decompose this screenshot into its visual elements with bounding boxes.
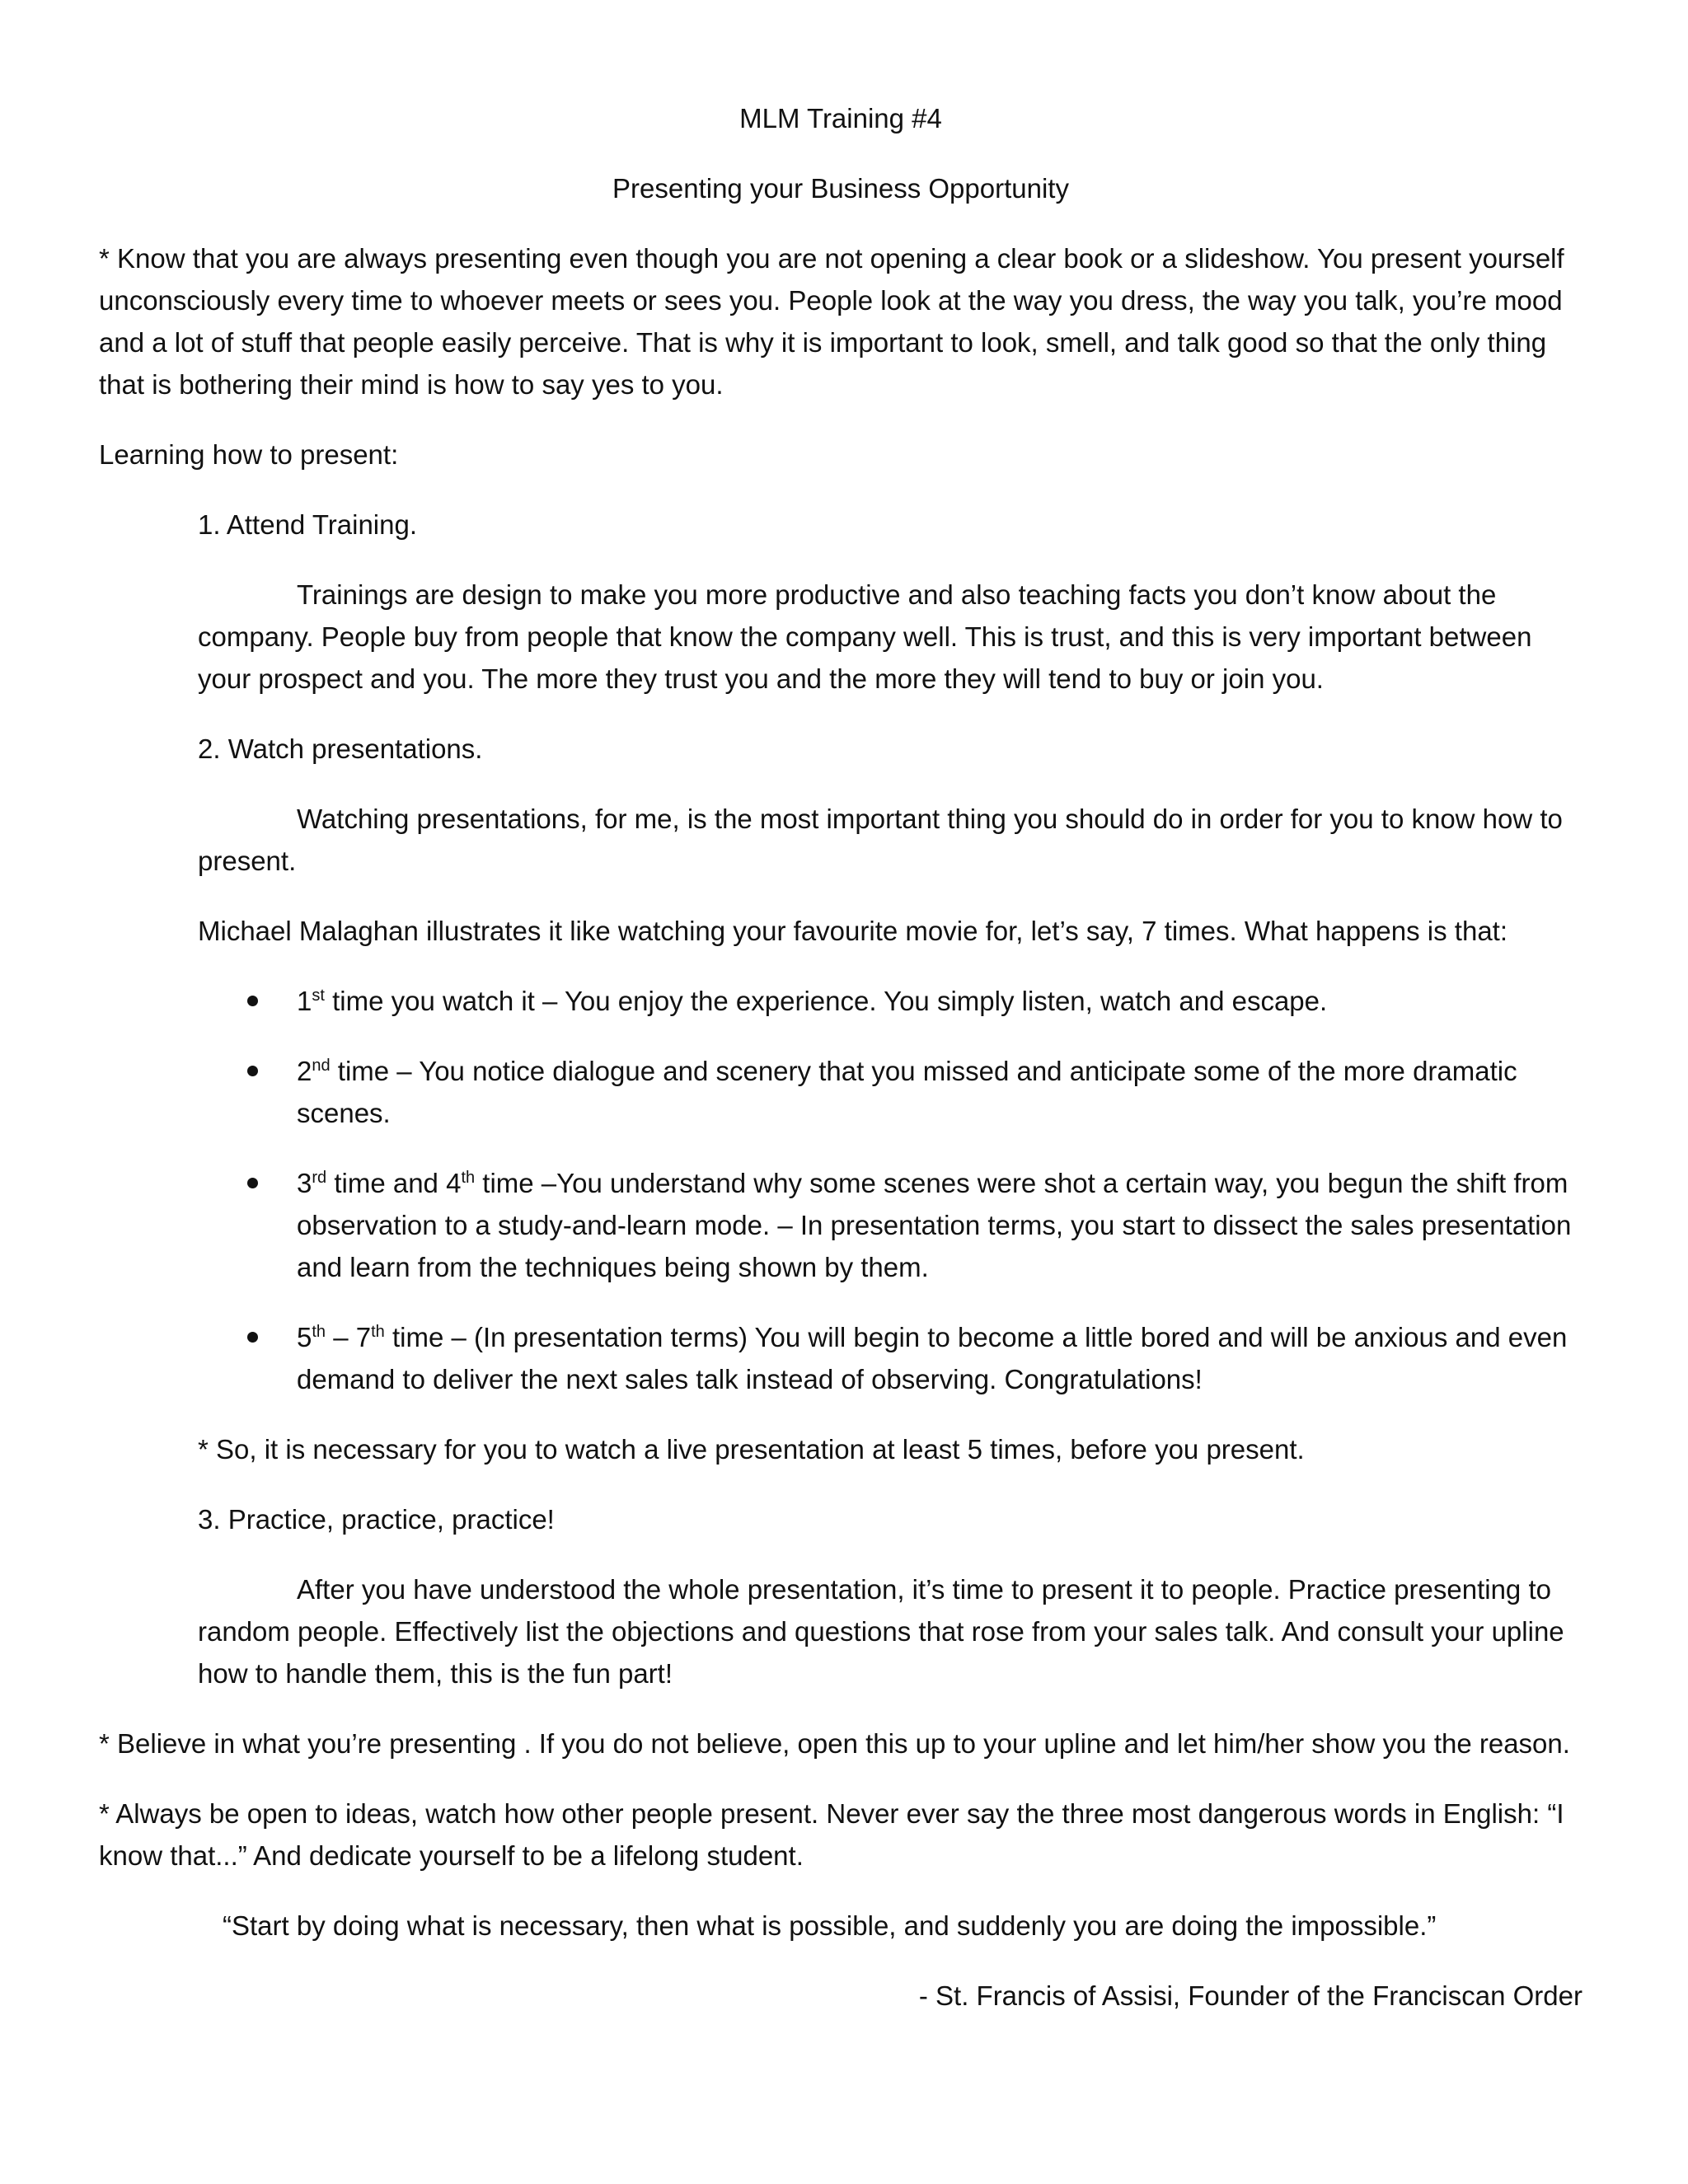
list-item: 1st time you watch it – You enjoy the experience. You simply listen, watch and escape. xyxy=(198,980,1582,1022)
malaghan-paragraph: Michael Malaghan illustrates it like watching your favourite movie for, let’s say, 7 times. What happens is that: xyxy=(198,916,1508,946)
bullet-icon xyxy=(247,1332,258,1343)
quote-attribution: - St. Francis of Assisi, Founder of the Franciscan Order xyxy=(918,1980,1582,2011)
document-subtitle: Presenting your Business Opportunity xyxy=(612,173,1069,204)
list-item: 5th – 7th time – (In presentation terms) You will begin to become a little bored and will be anxious and even demand to deliver the next sales talk instead of observing. Congratulations! xyxy=(198,1316,1582,1400)
step1-body: Trainings are design to make you more productive and also teaching facts you don’t know about the company. People buy from people that know the company well. This is trust, and this is very important between your prospect and you. The more they trust you and the more they will tend to buy or join you. xyxy=(198,579,1532,694)
intro-paragraph: * Know that you are always presenting even though you are not opening a clear book or a slideshow. You present yourself unconsciously every time to whoever meets or sees you. People look at the way you dress, the way you talk, you’re mood and a lot of stuff that people easily perceive. That is why it is important to look, smell, and talk good so that the only thing that is bothering their mind is how to say yes to you. xyxy=(99,243,1564,400)
bullet-icon xyxy=(247,996,258,1006)
quote-text: “Start by doing what is necessary, then what is possible, and suddenly you are doing the impossible.” xyxy=(223,1910,1437,1941)
step2-heading: 2. Watch presentations. xyxy=(198,733,483,764)
bullet-icon xyxy=(247,1178,258,1188)
believe-paragraph: * Believe in what you’re presenting . If you do not believe, open this up to your upline and let him/her show you the reason. xyxy=(99,1728,1570,1759)
step2-note: * So, it is necessary for you to watch a live presentation at least 5 times, before you present. xyxy=(198,1434,1305,1465)
viewing-list xyxy=(198,980,1582,1400)
step3-heading: 3. Practice, practice, practice! xyxy=(198,1504,555,1535)
step2-body: Watching presentations, for me, is the most important thing you should do in order for you to know how to present. xyxy=(198,804,1563,876)
bullet-icon xyxy=(247,1066,258,1076)
step3-body: After you have understood the whole presentation, it’s time to present it to people. Practice presenting to random people. Effectively list the objections and questions that rose from your sales talk. And consult your upline how to handle them, this is the fun part! xyxy=(198,1574,1564,1689)
step1-heading: 1. Attend Training. xyxy=(198,509,418,540)
learning-heading: Learning how to present: xyxy=(99,439,399,470)
document-title: MLM Training #4 xyxy=(739,103,942,134)
open-paragraph: * Always be open to ideas, watch how other people present. Never ever say the three most dangerous words in English: “I know that...” And dedicate yourself to be a lifelong student. xyxy=(99,1798,1564,1871)
document-page xyxy=(99,97,1582,2017)
list-item: 2nd time – You notice dialogue and scenery that you missed and anticipate some of the more dramatic scenes. xyxy=(198,1050,1582,1134)
list-item: 3rd time and 4th time –You understand why some scenes were shot a certain way, you begun the shift from observation to a study-and-learn mode. – In presentation terms, you start to dissect the sales presentation and learn from the techniques being shown by them. xyxy=(198,1162,1582,1288)
